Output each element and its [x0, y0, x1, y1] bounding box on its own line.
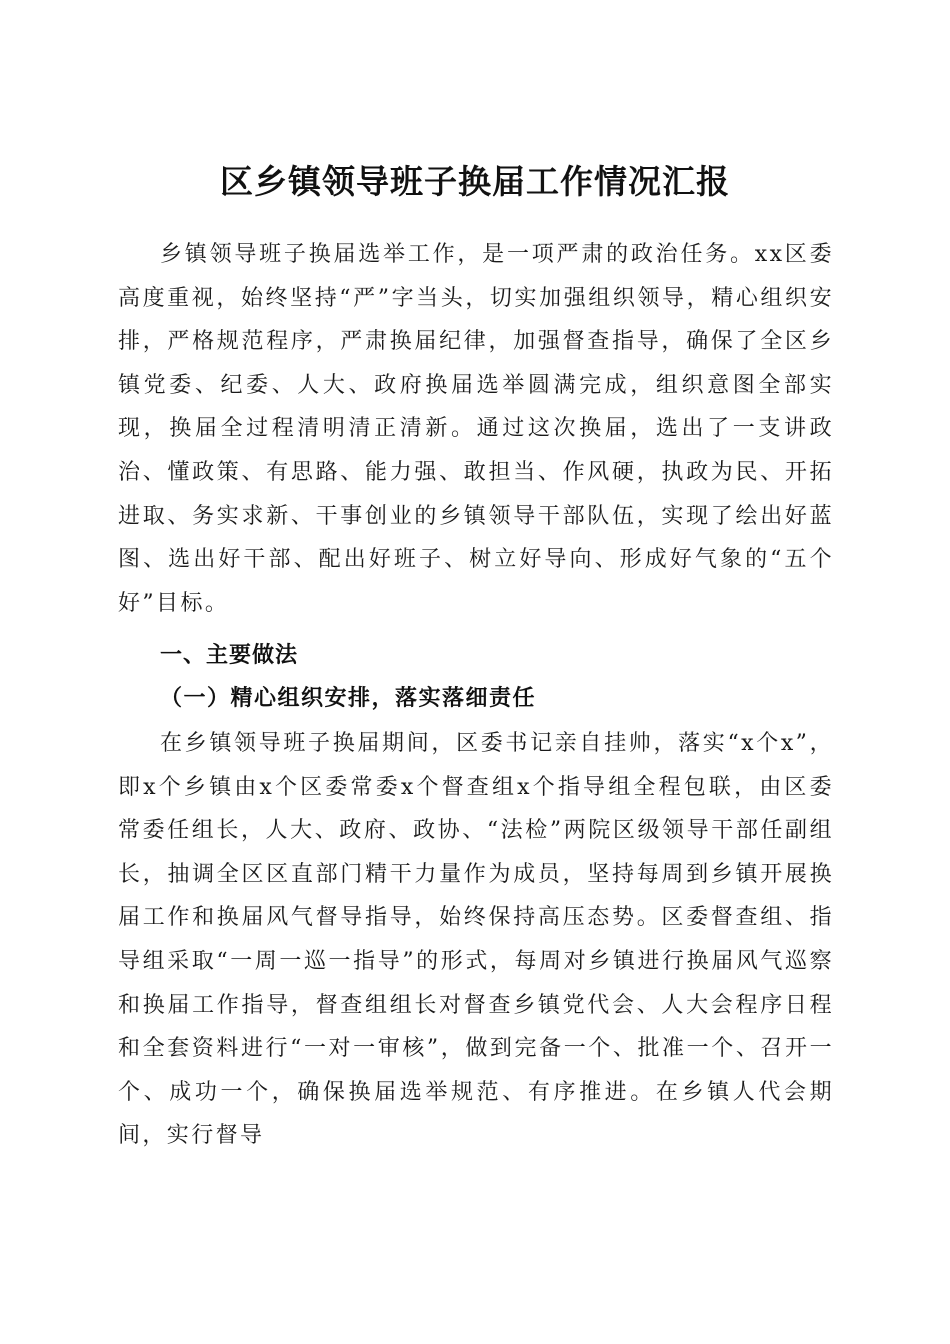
subsection-paragraph: 在乡镇领导班子换届期间，区委书记亲自挂帅，落实“x个x”，即x个乡镇由x个区委常委x个督查组x个指导组全程包联，由区委常委任组长，人大、政府、政协、“法检”两院区级领导干部任副组长，抽调全区区直部门精干力量作为成员，坚持每周到乡镇开展换届工作和换届风气督导指导，始终保持高压态势。区委督查组、指导组采取“一周一巡一指导”的形式，每周对乡镇进行换届风气巡察和换届工作指导，督查组组长对督查乡镇党代会、人大会程序日程和全套资料进行“一对一审核”，做到完备一个、批准一个、召开一个、成功一个，确保换届选举规范、有序推进。在乡镇人代会期间，实行督导 [118, 731, 834, 1149]
intro-paragraph: 乡镇领导班子换届选举工作，是一项严肃的政治任务。xx区委高度重视，始终坚持“严”字当头，切实加强组织领导，精心组织安排，严格规范程序，严肃换届纪律，加强督查指导，确保了全区乡镇党委、纪委、人大、政府换届选举圆满完成，组织意图全部实现，换届全过程清明清正清新。通过这次换届，选出了一支讲政治、懂政策、有思路、能力强、敢担当、作风硬，执政为民、开拓进取、务实求新、干事创业的乡镇领导干部队伍，实现了绘出好蓝图、选出好干部、配出好班子、树立好导向、形成好气象的“五个好”目标。 [118, 242, 834, 616]
document-title: 区乡镇领导班子换届工作情况汇报 [220, 162, 730, 202]
subsection-heading: （一）精心组织安排，落实落细责任 [160, 685, 537, 711]
section-heading: 一、主要做法 [160, 643, 299, 668]
